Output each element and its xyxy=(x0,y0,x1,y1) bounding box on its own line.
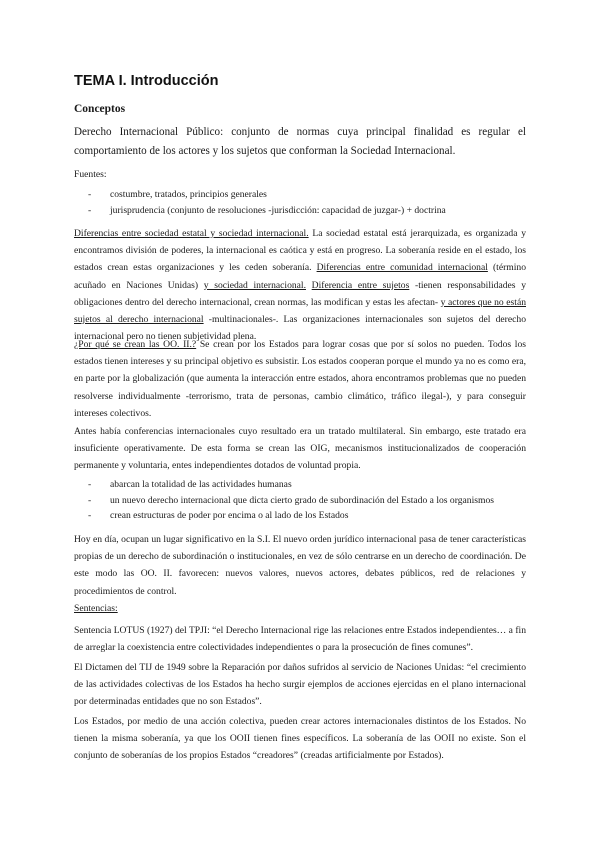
page-title: TEMA I. Introducción xyxy=(74,73,219,89)
paragraph-estados: Los Estados, por medio de una acción colectiva, pueden crear actores internacionales distintos de los Estados. No tienen la misma soberanía, ya que los OOII tienen fines específicos. La soberanía de las OOII no existe. Son el conjunto de soberanías de los propios Estados “creadores” (creadas artificialmente por Estados). xyxy=(74,716,526,762)
list-dash: - xyxy=(88,204,92,216)
fuentes-label: Fuentes: xyxy=(74,169,107,180)
paragraph-definicion: Derecho Internacional Público: conjunto de normas cuya principal finalidad es regular el comportamiento de los actores y los sujetos que conforman la Sociedad Internacional. xyxy=(74,126,526,157)
list-dash: - xyxy=(88,494,92,506)
list-item: - jurisprudencia (conjunto de resoluciones -jurisdicción: capacidad de juzgar-) + doctrina xyxy=(88,203,518,219)
list-item: - abarcan la totalidad de las actividades humanas xyxy=(88,477,518,493)
section-heading-conceptos: Conceptos xyxy=(74,103,126,115)
list-item: - costumbre, tratados, principios generales xyxy=(88,187,518,203)
list-dash: - xyxy=(88,479,92,490)
list-dash: - xyxy=(88,189,92,200)
oig-list xyxy=(88,477,518,524)
paragraph-hoy: Hoy en día, ocupan un lugar significativo en la S.I. El nuevo orden jurídico internacional pasa de tener características propias de un derecho de subordinación o institucionales, en vez de sólo centrarse en un derecho de coordinación. De este modo las OO. II. favorecen: nuevos valores, nuevos actores, debates públicos, red de relaciones y procedimientos de control. xyxy=(74,534,526,597)
sentencias-label: Sentencias: xyxy=(74,603,118,614)
paragraph-lotus: Sentencia LOTUS (1927) del TPJI: “el Derecho Internacional rige las relaciones entre Estados independientes… a fin de arreglar la coexistencia entre colectividades independientes o para la prosecución de fines comunes”. xyxy=(74,625,526,654)
paragraph-antes: Antes había conferencias internacionales cuyo resultado era un tratado multilateral. Sin embargo, este tratado era insuficiente operativamente. De esta forma se crean las OIG, mecanismos institucionalizados de cooperación permanente y voluntaria, entes independientes dotados de voluntad propia. xyxy=(74,426,526,472)
fuentes-list xyxy=(88,187,518,218)
paragraph-dictamen: El Dictamen del TIJ de 1949 sobre la Reparación por daños sufridos al servicio de Naciones Unidas: “el crecimiento de las actividades colectivas de los Estados ha hecho surgir ejemplos de acciones ejercidas en el plano internacional por determinadas entidades que no son Estados”. xyxy=(74,662,526,708)
paragraph-diferencias: Diferencias entre sociedad estatal y sociedad internacional. La sociedad estatal está jerarquizada, es organizada y encontramos división de poderes, la internacional es caótica y está en progreso. La soberanía reside en el estado, los estados crean estas organizaciones y les ceden soberanía. Diferencias entre comunidad internacional (término acuñado en Naciones Unidas) y sociedad internacional. Diferencia entre sujetos -tienen responsabilidades y obligaciones dentro del derecho internacional, crean normas, las modifican y estas les afectan- y actores que no están sujetos al derecho internacional -multinacionales-. Las organizaciones internacionales son sujetos del derecho internacional pero no tienen subjetividad plena. xyxy=(74,228,526,343)
paragraph-por-que: ¿Por qué se crean las OO. II.? Se crean por los Estados para lograr cosas que por sí solos no pueden. Todos los estados tienen intereses y su principal objetivo es subsistir. Los estados cooperan porque el mundo ya no es como era, en parte por la globalización (que aumenta la interacción entre estados, ahora encontramos problemas que no pueden resolverse individualmente -terrorismo, trata de personas, cambio climático, tráfico ilegal-), y para conseguir intereses colectivos. xyxy=(74,339,526,419)
list-item: - crean estructuras de poder por encima o al lado de los Estados xyxy=(88,508,518,524)
list-item: - un nuevo derecho internacional que dicta cierto grado de subordinación del Estado a los organismos xyxy=(88,493,518,509)
list-dash: - xyxy=(88,510,92,521)
